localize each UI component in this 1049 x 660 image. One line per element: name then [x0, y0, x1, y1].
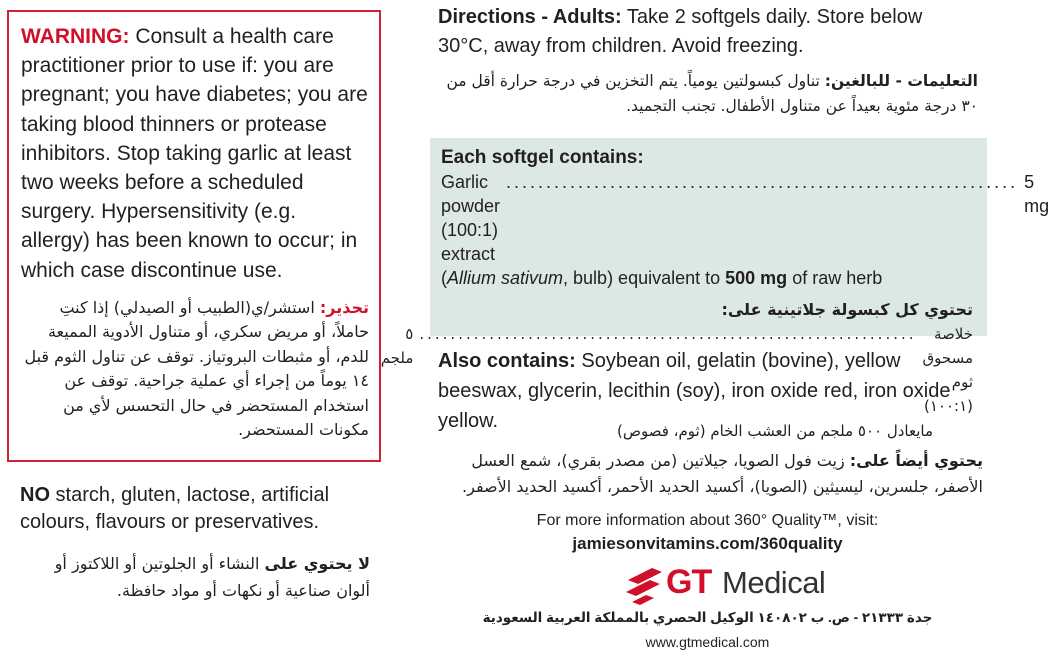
- free-from-label-ar: لا يحتوي على: [264, 554, 370, 573]
- warning-label-ar: تحذير:: [319, 297, 369, 317]
- directions-en: [438, 3, 978, 61]
- also-contains-label-ar: يحتوي أيضاً على:: [849, 451, 983, 470]
- equiv-unit-text: of raw herb: [787, 268, 883, 288]
- warning-body-ar: استشر/ي(الطبيب أو الصيدلي) إذا كنتِ حاملاً، أو مريض سكري، أو متناول الأدوية المميعة للدم، أو مثبطات البروتياز. توقف عن تناول الثوم قبل ١٤ يوماً من إجراء أي عملية جراحية. توقف عن استخدام المستحضر في حال التحسس لأي من مكونات المستحضر.: [24, 297, 369, 440]
- ingredients-title-ar: تحتوي كل كبسولة جلاتينية على:: [721, 300, 973, 319]
- free-from-body-ar: النشاء أو الجلوتين أو اللاكتوز أو ألوان صناعية أو نكهات أو مواد حافظة.: [54, 554, 370, 600]
- also-contains-body: Soybean oil, gelatin (bovine), yellow beeswax, glycerin, lecithin (soy), iron oxide red, iron oxide yellow.: [438, 350, 951, 432]
- also-contains-ar: [438, 448, 983, 499]
- distributor-address: جدة ٢١٣٣٣ - ص. ب ١٤٠٨٠٢ الوكيل الحصري بالمملكة العربية السعودية: [482, 610, 933, 625]
- directions-body-ar: تناول كبسولتين يومياً. يتم التخزين في درجة حرارة أقل من ٣٠ درجة مئوية بعيداً عن متناول الأطفال. تجنب التجميد.: [446, 72, 978, 115]
- warning-body: Consult a health care practitioner prior to use if: you are pregnant; you have diabetes; you are taking blood thinners or protease inhibitors. Stop taking garlic at least two weeks before a scheduled surgery. Hypersensitivity (e.g. allergy) has been known to occur; in which case discontinue use.: [21, 25, 368, 282]
- directions-label: Directions - Adults:: [438, 6, 622, 28]
- also-contains-en: [438, 346, 983, 436]
- warning-label: WARNING:: [21, 25, 130, 48]
- distributor-website: www.gtmedical.com: [645, 634, 770, 650]
- also-contains-label: Also contains:: [438, 350, 576, 372]
- more-info: [430, 509, 985, 555]
- free-from-ar: [20, 550, 370, 604]
- leader-dots-ar: ................................................................: [419, 325, 917, 343]
- also-contains-section: [438, 346, 983, 499]
- more-info-url: jamiesonvitamins.com/360quality: [572, 534, 843, 553]
- gt-medical-logo: [622, 562, 826, 606]
- equiv-amount: 500 mg: [725, 268, 788, 288]
- logo-gt: GT: [666, 563, 712, 601]
- ingredient-row: [441, 170, 1049, 266]
- also-contains-body-ar: زيت فول الصويا، جيلاتين (من مصدر بقري)، شمع العسل الأصفر، جلسرين، ليسيثين (الصويا)، أكسيد الحديد الأحمر، أكسيد الحديد الأصفر.: [462, 451, 983, 496]
- directions-label-ar: التعليمات - للبالغين:: [824, 72, 978, 90]
- free-from-statement: [20, 482, 370, 604]
- free-from-en: [20, 482, 370, 536]
- ingredient-equivalent: (Allium sativum, bulb) equivalent to 500 mg of raw herb: [441, 268, 883, 288]
- directions-body: Take 2 softgels daily. Store below 30°C, away from children. Avoid freezing.: [438, 6, 923, 57]
- logo-medical: Medical: [722, 565, 826, 600]
- directions-section: [438, 3, 978, 119]
- more-info-text: For more information about 360° Quality™, visit:: [536, 512, 879, 529]
- warning-text-ar: [21, 296, 369, 443]
- gt-logo-mark-icon: [622, 562, 666, 606]
- leader-dots: ................................................................: [506, 172, 1019, 192]
- free-from-label: NO: [20, 484, 50, 506]
- warning-box: [7, 10, 381, 462]
- equiv-text: , bulb) equivalent to: [563, 268, 726, 288]
- species-name: Allium sativum: [447, 268, 564, 288]
- ingredient-name-ar: خلاصة مسحوق ثوم (١٠٠:١): [922, 325, 973, 415]
- ingredient-amount: 5 mg: [1024, 172, 1049, 216]
- directions-ar: [438, 69, 978, 119]
- ingredient-equivalent-ar: مايعادل ٥٠٠ ملجم من العشب الخام (ثوم، فصوص): [616, 422, 933, 440]
- ingredient-amount-ar: ٥ ملجم: [380, 325, 414, 367]
- free-from-body: starch, gluten, lactose, artificial colours, flavours or preservatives.: [20, 484, 330, 533]
- ingredient-name: Garlic powder (100:1) extract: [441, 172, 501, 264]
- ingredients-title: Each softgel contains:: [441, 147, 644, 168]
- warning-text-en: [21, 22, 369, 285]
